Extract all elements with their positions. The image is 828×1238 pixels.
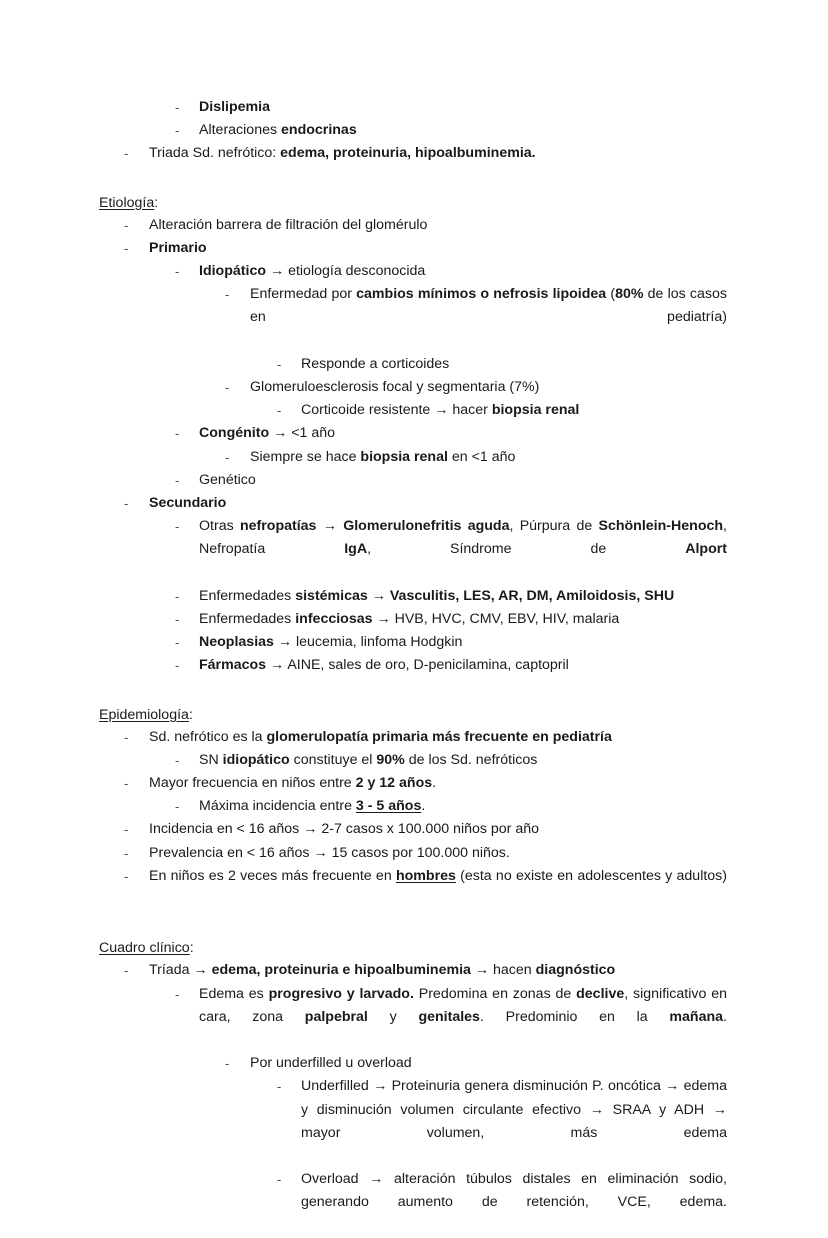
bullet-list-etiologia bbox=[99, 214, 727, 678]
list-item bbox=[99, 399, 727, 422]
list-item bbox=[99, 1168, 727, 1238]
list-item-text: Secundario bbox=[149, 495, 227, 512]
list-item-text: Primario bbox=[149, 239, 207, 256]
list-item-text: Corticoide resistente → hacer biopsia renal bbox=[301, 402, 580, 419]
list-item-text: Congénito → <1 año bbox=[199, 425, 336, 442]
list-item bbox=[99, 283, 727, 353]
list-item bbox=[99, 376, 727, 399]
list-item bbox=[99, 96, 727, 119]
bullet-dash-icon: - bbox=[225, 449, 230, 465]
bullet-dash-icon: - bbox=[225, 287, 230, 303]
list-item bbox=[99, 214, 727, 237]
list-item-text: SN idiopático constituye el 90% de los Sd. nefróticos bbox=[199, 751, 538, 768]
section-heading-text: Cuadro clínico bbox=[99, 940, 190, 957]
bullet-dash-icon: - bbox=[225, 1056, 230, 1072]
list-item bbox=[99, 260, 727, 283]
list-item bbox=[99, 237, 727, 260]
list-item bbox=[99, 1052, 727, 1075]
list-item bbox=[99, 469, 727, 492]
list-item bbox=[99, 654, 727, 677]
bullet-dash-icon: - bbox=[175, 472, 180, 488]
section-spacer bbox=[99, 166, 727, 192]
bullet-dash-icon: - bbox=[175, 986, 180, 1002]
section-heading-epidemiologia bbox=[99, 704, 727, 726]
section-heading-cuadro_clinico bbox=[99, 937, 727, 959]
bullet-dash-icon: - bbox=[124, 868, 129, 884]
list-item-text: Overload → alteración túbulos distales en eliminación sodio, generando aumento de retención, VCE, edema. bbox=[301, 1171, 727, 1211]
bullet-dash-icon: - bbox=[124, 240, 129, 256]
list-item bbox=[99, 353, 727, 376]
bullet-dash-icon: - bbox=[175, 123, 180, 139]
bullet-dash-icon: - bbox=[175, 426, 180, 442]
list-item bbox=[99, 749, 727, 772]
section-spacer bbox=[99, 911, 727, 937]
list-item-text: Otras nefropatías → Glomerulonefritis aguda, Púrpura de Schönlein-Henoch, Nefropatía IgA, Síndrome de Alport bbox=[199, 518, 727, 558]
list-item-text: Siempre se hace biopsia renal en <1 año bbox=[250, 448, 516, 465]
list-item-text: Máxima incidencia entre 3 - 5 años. bbox=[199, 798, 426, 815]
bullet-dash-icon: - bbox=[124, 217, 129, 233]
list-item-text: Prevalencia en < 16 años → 15 casos por 100.000 niños. bbox=[149, 844, 510, 861]
bullet-list-cuadro_clinico bbox=[99, 959, 727, 1237]
bullet-dash-icon: - bbox=[175, 100, 180, 115]
list-item bbox=[99, 631, 727, 654]
list-item bbox=[99, 515, 727, 585]
section-spacer bbox=[99, 678, 727, 704]
list-item-text: Triada Sd. nefrótico: edema, proteinuria, hipoalbuminemia. bbox=[149, 145, 536, 162]
bullet-dash-icon: - bbox=[175, 658, 180, 674]
bullet-dash-icon: - bbox=[124, 496, 129, 512]
bullet-dash-icon: - bbox=[124, 963, 129, 979]
bullet-dash-icon: - bbox=[175, 519, 180, 535]
list-item bbox=[99, 446, 727, 469]
list-item bbox=[99, 422, 727, 445]
bullet-dash-icon: - bbox=[277, 403, 282, 419]
list-item bbox=[99, 818, 727, 841]
bullet-dash-icon: - bbox=[175, 612, 180, 628]
list-item-text: Tríada → edema, proteinuria e hipoalbuminemia → hacen diagnóstico bbox=[149, 962, 616, 979]
bullet-dash-icon: - bbox=[124, 845, 129, 861]
document-body bbox=[99, 96, 727, 1238]
list-item bbox=[99, 772, 727, 795]
list-item-text: Responde a corticoides bbox=[301, 355, 450, 372]
list-item-text: Fármacos → AINE, sales de oro, D-penicilamina, captopril bbox=[199, 657, 569, 674]
section-heading-colon: : bbox=[189, 940, 194, 957]
bullet-dash-icon: - bbox=[225, 380, 230, 396]
bullet-dash-icon: - bbox=[175, 799, 180, 815]
list-item bbox=[99, 842, 727, 865]
section-heading-etiologia bbox=[99, 192, 727, 214]
list-item bbox=[99, 119, 727, 142]
bullet-dash-icon: - bbox=[277, 1172, 282, 1188]
list-item bbox=[99, 726, 727, 749]
list-item bbox=[99, 585, 727, 608]
list-item bbox=[99, 608, 727, 631]
list-item-text: Underfilled → Proteinuria genera disminución P. oncótica → edema y disminución volumen circulante efectivo → SRAA y ADH → mayor volumen, más edema bbox=[301, 1078, 727, 1141]
list-item bbox=[99, 1075, 727, 1168]
list-item-text: Por underfilled u overload bbox=[250, 1055, 412, 1072]
list-item-text: Genético bbox=[199, 471, 256, 488]
bullet-list-epidemiologia bbox=[99, 726, 727, 912]
list-item-text: Enfermedades sistémicas → Vasculitis, LES, AR, DM, Amiloidosis, SHU bbox=[199, 587, 675, 604]
bullet-dash-icon: - bbox=[175, 635, 180, 651]
list-item-text: En niños es 2 veces más frecuente en hombres (esta no existe en adolescentes y adultos) bbox=[149, 867, 727, 884]
bullet-dash-icon: - bbox=[175, 588, 180, 604]
list-item bbox=[99, 865, 727, 911]
bullet-list-intro_fragment bbox=[99, 96, 727, 166]
bullet-dash-icon: - bbox=[124, 729, 129, 745]
bullet-dash-icon: - bbox=[124, 776, 129, 792]
list-item-text: Alteración barrera de filtración del glomérulo bbox=[149, 216, 428, 233]
list-item-text: Enfermedad por cambios mínimos o nefrosis lipoidea (80% de los casos en pediatría) bbox=[250, 286, 727, 326]
bullet-dash-icon: - bbox=[277, 1079, 282, 1095]
list-item-text: Enfermedades infecciosas → HVB, HVC, CMV, EBV, HIV, malaria bbox=[199, 611, 620, 628]
list-item-text: Incidencia en < 16 años → 2-7 casos x 100.000 niños por año bbox=[149, 821, 540, 838]
list-item bbox=[99, 795, 727, 818]
bullet-dash-icon: - bbox=[277, 356, 282, 372]
list-item-text: Neoplasias → leucemia, linfoma Hodgkin bbox=[199, 634, 463, 651]
list-item-text: Mayor frecuencia en niños entre 2 y 12 años. bbox=[149, 775, 437, 792]
section-heading-text: Etiología bbox=[99, 194, 155, 211]
list-item-text: Sd. nefrótico es la glomerulopatía primaria más frecuente en pediatría bbox=[149, 728, 612, 745]
list-item bbox=[99, 492, 727, 515]
bullet-dash-icon: - bbox=[124, 822, 129, 838]
bullet-dash-icon: - bbox=[175, 752, 180, 768]
list-item-text: Idiopático → etiología desconocida bbox=[199, 263, 426, 280]
list-item-text: Edema es progresivo y larvado. Predomina en zonas de declive, significativo en cara, zona palpebral y genitales. Predominio en la mañana. bbox=[199, 985, 727, 1025]
list-item bbox=[99, 983, 727, 1053]
list-item bbox=[99, 142, 727, 165]
section-heading-colon: : bbox=[154, 194, 159, 211]
list-item-text: Alteraciones endocrinas bbox=[199, 122, 357, 139]
bullet-dash-icon: - bbox=[124, 146, 129, 162]
list-item bbox=[99, 959, 727, 982]
section-heading-text: Epidemiología bbox=[99, 706, 189, 723]
list-item-text: Dislipemia bbox=[199, 99, 270, 115]
list-item-text: Glomeruloesclerosis focal y segmentaria (7%) bbox=[250, 379, 540, 396]
bullet-dash-icon: - bbox=[175, 264, 180, 280]
section-heading-colon: : bbox=[188, 706, 193, 723]
